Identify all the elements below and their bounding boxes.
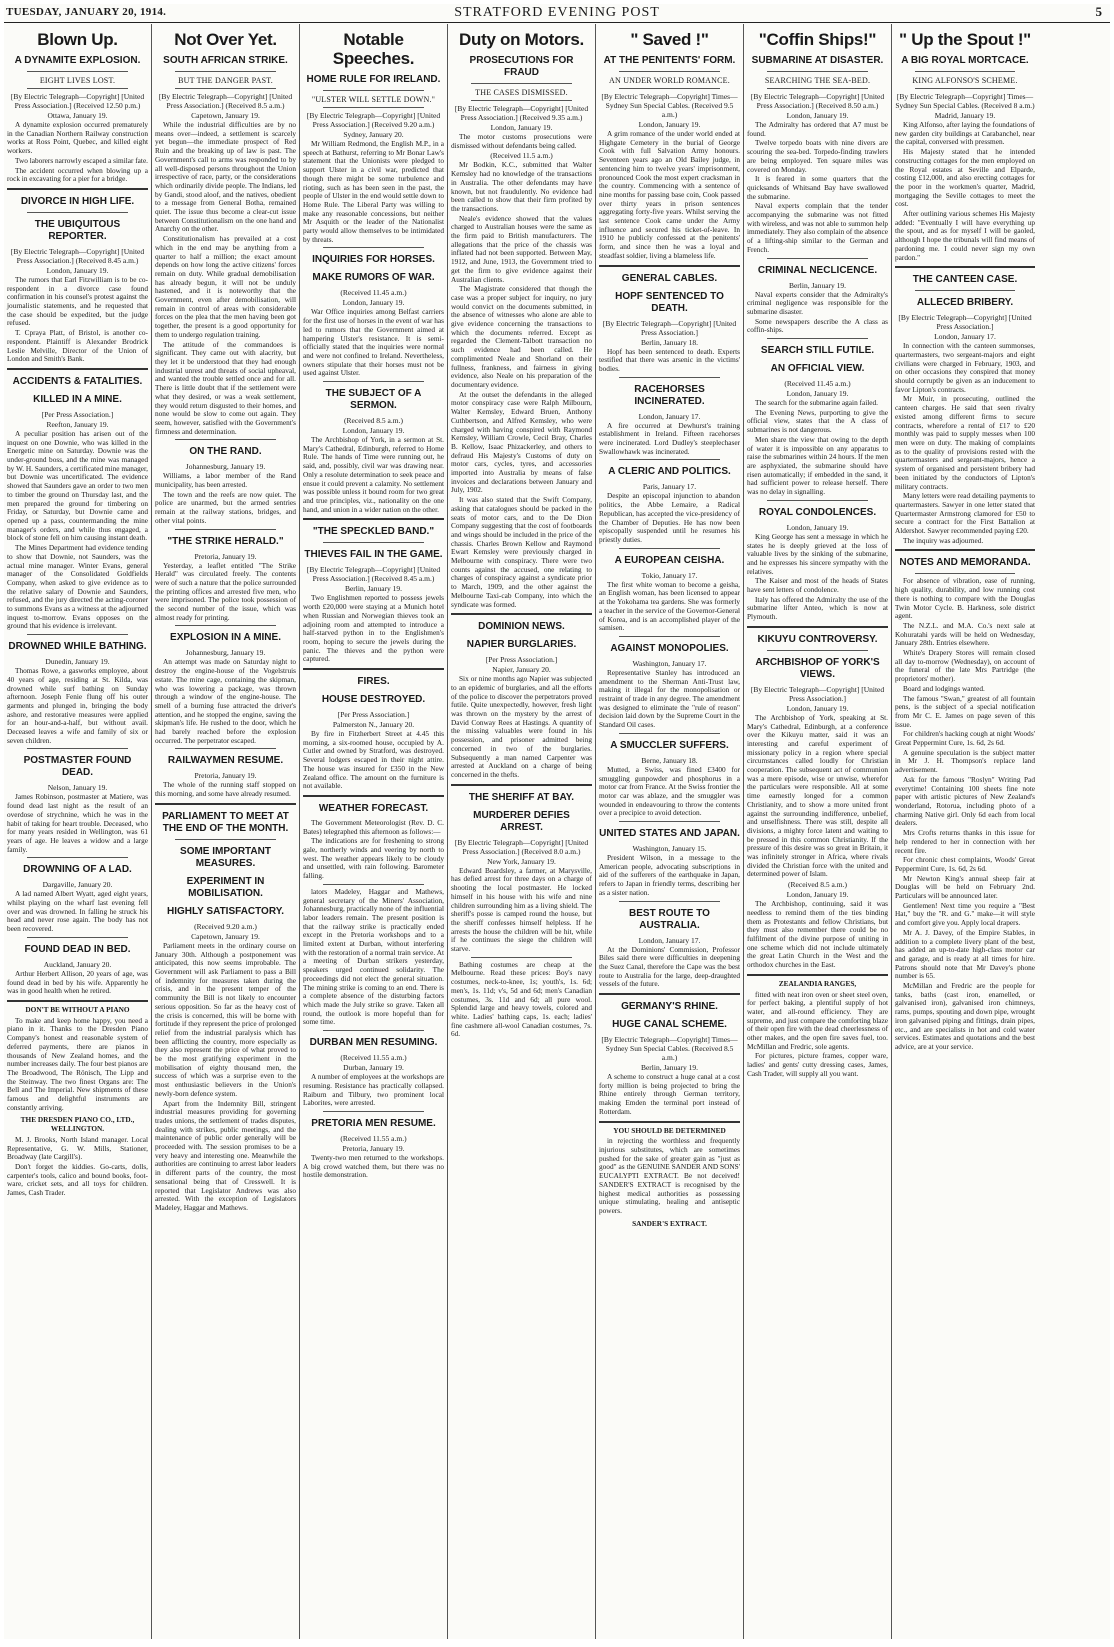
paragraph: A peculiar position has arisen out of the inquest on one Downie, who was killed in the Energetic mine on Saturday. Downie was the under-ground boss, and the mine was managed by W. H. Saunders, a certificated mine manager, but Downie was uncertificated. The evidence showed that Saunders gave an order to two men to timber the ground on Thursday last, and the men prepared the ground for timbering on Friday, or Saturday, but Downie came and opened up a pass, countermanding the mine manager's orders, and while thus engaged, a block of stone fell on him causing instant death. (7, 428, 148, 543)
paragraph: The Admiralty has ordered that A7 must be found. (747, 120, 888, 138)
headline: " Up the Spout !" (899, 30, 1031, 49)
dateline: (Received 11.45 a.m.) (784, 379, 851, 389)
paragraph: Arthur Herbert Allison, 20 years of age, was found dead in bed by his wife. Apparently he was in good health when he retired. (7, 968, 148, 996)
dateline: London, January 17. (638, 411, 701, 421)
dateline: Paris, January 17. (642, 482, 697, 492)
subheadline: ON THE RAND. (189, 446, 262, 458)
paragraph: Mr Newton King's annual sheep fair at Douglas will be held on February 2nd. Particulars will be announced later. (895, 873, 1035, 901)
subheadline: SOME IMPORTANT MEASURES. (180, 845, 271, 869)
deck: THE CASES DISMISSED. (475, 88, 568, 97)
dateline: Pretoria, January 19. (194, 551, 257, 561)
subheadline: PRETORIA MEN RESUME. (311, 1117, 436, 1129)
dateline: London, January 19. (342, 298, 405, 308)
subheadline: HOPF SENTENCED TO DEATH. (615, 290, 724, 314)
dateline: Berlin, January 18. (640, 337, 699, 347)
paragraph: A scheme to construct a huge canal at a cost forty million is being projected to bring the Rhine entirely through German territory, making Emden the terminal port instead of Rotterdam. (599, 1072, 740, 1116)
advertisement-text: fitted with neat iron oven or sheet steel oven, for perfect baking, a plentiful supply of hot water, and all-round efficiency. They are supreme, and just compare the comforting blaze of their open fire with the dead cheerlessness of other makes, and the open fire saves fuel, too. McMillan and Fredric, sole agents. (747, 989, 888, 1051)
dateline: London, January 19. (786, 389, 849, 399)
subheadline: EXPERIMENT IN MOBILISATION. (186, 875, 265, 899)
page-number: 5 (1095, 4, 1102, 19)
column-4 (448, 24, 596, 1639)
subheadline: RAILWAYMEN RESUME. (167, 755, 284, 767)
subheadline: MAKE RUMORS OF WAR. (312, 272, 435, 284)
paragraph: A number of employees at the workshops are resuming. Resistance has practically collapsed. Raiburn and Tilbury, two prominent local Laborites, were arrested. (303, 1072, 444, 1108)
dateline: Pretoria, January 19. (342, 1143, 405, 1153)
subheadline: NAPIER BURGLARIES. (466, 639, 577, 651)
section-heading: NOTES AND MEMORANDA. (899, 557, 1031, 569)
subheadline: SEARCH STILL FUTILE. (760, 345, 875, 357)
advertisement-heading: SANDER'S EXTRACT. (632, 1218, 707, 1228)
paragraph: The famous "Swan," greatest of all fountain pens, is the subject of a special notification from Mr C. E. James on page seven of this issue. (895, 693, 1035, 729)
subheadline: DROWNING OF A LAD. (23, 864, 132, 876)
subheadline: A EUROPEAN CEISHA. (614, 554, 725, 566)
dateline: London, January 19. (342, 426, 405, 436)
paragraph: The Archbishop, continuing, said it was needless to remind them of the ties binding them as Protestants and fellow Christians, but they must also remember there could be no fulfilment of the divine purpose of uniting in one scheme which did not include ultimately the great Latin Church in the West and the orthodox churches in the East. (747, 899, 888, 970)
subheadline: HOUSE DESTROYED. (321, 694, 426, 706)
paragraph: Mr Bodkin, K.C., submitted that Walter Kemsley had no knowledge of the transactions in Australia. The other defendants may have known, but not fraudulently. No evidence had been called to show that their firm profited by the transactions. (451, 160, 592, 213)
paragraph: While the industrial difficulties are by no means over—indeed, a settlement is scarcely yet begun—the immediate prospect of Red Ruin and the breaking up of law is past. The Government's call to arms was responded to by all well-disposed persons throughout the Union irrespective of race, party, or the considerations which ordinarily divide people. The Indians, led by Gandi, stood aloof, and the natives, obedient to a message from General Botha, remained quiet. The issue thus become a clear-cut issue between Constitutionalism on the one hand and Anarchy on the other. (155, 120, 296, 234)
paragraph: For chronic chest complaints, Woods' Great Peppermint Cure, 1s. 6d, 2s 6d. (895, 855, 1035, 873)
paragraph: A lad named Albert Wyatt, aged eight years, whilst playing on the wharf last evening fell over and was drowned. In falling he struck his head and never rose again. The body has not been recovered. (7, 889, 148, 934)
dateline: New York, January 19. (487, 856, 556, 866)
subheadline: PARLIAMENT TO MEET AT THE END OF THE MONTH. (162, 810, 289, 834)
subheadline: ALLECED BRIBERY. (916, 297, 1014, 309)
subheadline: AT THE PENITENTS' FORM. (603, 55, 736, 66)
dateline: Tokio, January 17. (641, 570, 698, 580)
credit-line: [By Electric Telegraph—Copyright] [United Press Association.] (Received 9.35 a.m.) (454, 104, 589, 122)
dateline: (Received 8.5 a.m.) (788, 880, 847, 890)
paragraph: Italy has offered the Admiralty the use of the submarine lifter Anteo, which is now at Plymouth. (747, 594, 888, 622)
paragraph: After outlining various schemes His Majesty added: "Eventually I will have everything up the spout, and as for myself I will be gaoled, although I hope the tribunals will find means of pardoning me. I could never sign my own pardon." (895, 209, 1035, 262)
dateline: (Received 9.20 a.m.) (194, 921, 257, 931)
paragraph: James Robinson, postmaster at Matiere, was found dead last night as the result of an overdose of strychnine, which he was in the habit of taking for heart trouble. Deceased, who for many years resided in Wellington, was 61 years of age. He leaves a widow and a large family. (7, 792, 148, 854)
dateline: Sydney, January 20. (343, 130, 404, 139)
column-7 (892, 24, 1038, 1639)
paragraph: Many letters were read detailing payments to quartermasters. Sawyer in one letter stated that Quartermaster Armstrong clamored for £50 to secure a contract for the First Battalion at Aldershot. Sawyer recommended paying £20. (895, 491, 1035, 536)
dateline: Reefton, January 19. (46, 419, 109, 429)
credit-line: [By Electric Telegraph—Copyright] [United Press Association.] (750, 684, 885, 703)
paragraph: Despite an episcopal injunction to abandon politics, the Abbe Lemaire, a Radical Republican, has accepted the vice-presidency of the Chamber of Deputies. He has now been episcopally suspended until he resumes his priestly duties. (599, 491, 740, 544)
paragraph: Thomas Rowe, a gasworks employee, about 40 years of age, residing at St. Kilda, was drowned while surf bathing on Sunday afternoon. Joseph Fenie flung off his outer garments and plunged in, bringing the body ashore, and restorative measures were applied for an hour-and-a-half, but without avail. Deceased leaves a wife and family of six or seven children. (7, 666, 148, 745)
paragraph: Mr William Redmond, the English M.P., in a speech at Bathurst, referring to Mr Bonar Law's statement that the Unionists were pledged to support Ulster in a civil war, predicted that though there might be some turbulence and rioting, such as has been seen in the past, the people of Ulster in the end would settle down to Home Rule. The Liberal Party was willing to make any reasonable concessions, but neither Mr Asquith or the leader of the Nationalist party would allow themselves to be intimidated by threats. (303, 139, 444, 244)
paragraph: Mr Muir, in prosecuting, outlined the canteen charges. He said that seen rivalry existed among different firms to secure contracts, wherefore a rental of £17 to £20 monthly was paid to supply messes when 100 men were on duty. The making of complaints as to the quality of provisions rested with the quartermasters and sergeant-majors, hence a system of organised and persistent bribery had been initiated by the conductors of Lipton's military contracts. (895, 394, 1035, 491)
advertisement-heading: ZEALANDIA RANGES, (778, 978, 857, 988)
dateline: London, January 19. (786, 890, 849, 900)
dateline: Pretoria, January 19. (194, 771, 257, 781)
headline: Notable Speeches. (332, 30, 415, 68)
subheadline: SUBMARINE AT DISASTER. (751, 55, 884, 66)
paragraph: Constitutionalism has prevailed at a cost which in the end may be anything from a quarter to half a million; the exact amount depends on how long the active citizens' forces remain on duty. While gradual demobilisation has already begun, it will not be unduly hastened, and it is noteworthy that the Government, even after demobilisation, will remain in control of areas with considerable forces on the plea that the men having been got together, the present is a good opportunity for them to undergo regulation training. (155, 234, 296, 339)
paragraph: Some newspapers describe the A class as coffin-ships. (747, 316, 888, 335)
paragraph: T. Cpraya Platt, of Bristol, is another co-respondent. Plaintiff is Alexander Brodrick Leslie Melville, Director of the Union of London and Smith's Bank. (7, 328, 148, 364)
dateline: London, January 17. (638, 935, 701, 945)
paragraph: The search for the submarine again failed. (755, 398, 878, 408)
paragraph: By fire in Fitzherbert Street at 4.45 this morning, a six-roomed house, occupied by A. Cutler and owned by Stratford, was destroyed. Several lodgers escaped in their night attire. The house was insured for £350 in the New Zealand office. The amount on the furniture is not available. (303, 729, 444, 791)
dateline: London, January 19. (786, 111, 849, 120)
dateline: Capetown, January 19. (191, 111, 260, 120)
dateline: Durban, January 19. (343, 1063, 404, 1073)
credit-line: [By Electric Telegraph—Copyright] [United Press Association.] (Received 9.20 a.m.) (306, 111, 441, 129)
paragraph: Naval experts complain that the tender accompanying the submarine was not fitted with wireless, and was not able to summon help immediately. They also complain of the absence of a lifting-ship similar to the German and French. (747, 201, 888, 254)
deck: SEARCHING THE SEA-BED. (764, 76, 871, 85)
subheadline: A BIG ROYAL MORTCACE. (901, 55, 1029, 66)
paragraph: Gentlemen! Next time you require a "Best Hat," buy the "R. and G." make—it will style and comfort give you. Apply local drapers. (895, 900, 1035, 928)
dateline: Dargaville, January 20. (42, 880, 113, 890)
paragraph: Apart from the Indemnity Bill, stringent industrial measures providing for governing trades unions, the settlement of trades disputes, dealing with strikes, public meetings, and the maintenance of public order generally will be proceeded with. The session promises to be a very heavy and interesting one. Meanwhile the authorities are continuing to arrest labor leaders in different parts of the country, the most sensational being that of Cresswell. It is reported that Legislator Andrews was also arrested. With the exception of Legislators Madeley, Haggar and Mathews. (155, 1098, 296, 1212)
subheadline: DROWNED WHILE BATHING. (8, 641, 147, 653)
paragraph: A grim romance of the under world ended at Highgate Cemetery in the burial of George Cook with full Salvation Army honours. Seventeen years ago an Old Bailey judge, in sentencing him to twelve years' imprisonment, pronounced Cook the most expert cracksman in the country. Commencing with a sentence of nine months for passing base coin, Cook passed over thirty years in prison sentences aggregating forty-five years. Whilst serving the last sentence Cook came under the Army influence and secured his ticket-of-leave. In 1910 he publicly confessed at the penitents' form, and since then he was a loyal and steadfast soldier, living a blameless life. (599, 129, 740, 260)
paragraph: The town and the reefs are now quiet. The police are unarmed, but the armed sentries remain at the railway stations, bridges, and other vital points. (155, 489, 296, 525)
dateline: (Received 11.55 a.m.) (340, 1053, 407, 1063)
subheadline: RACEHORSES INCINERATED. (634, 383, 705, 407)
paragraph: The Evening News, purporting to give the official view, states that the A class of submarines is not dangerous. (747, 407, 888, 435)
subheadline: THE SUBJECT OF A SERMON. (325, 388, 422, 412)
dateline: Berlin, January 19. (344, 584, 403, 594)
dateline: London, January 19. (786, 522, 849, 532)
subheadline: ARCHBISHOP OF YORK'S VIEWS. (755, 656, 880, 680)
credit-line: [By Electric Telegraph—Copyright] [United Press Association.] (Received 8.50 a.m.) (750, 92, 885, 110)
deck: BUT THE DANGER PAST. (178, 76, 273, 85)
column-2 (152, 24, 300, 1639)
dateline: London, January 17. (934, 332, 996, 342)
section-heading: "THE SPECKLED BAND." (312, 526, 435, 538)
section-heading: DIVORCE IN HIGH LIFE. (20, 195, 135, 207)
advertisement-text: M. J. Brooks, North Island manager. Local Representative, G. W. Mills, Stationer, Broadway (late Cargill's). (7, 1134, 148, 1162)
paragraph: The Kaiser and most of the heads of States have sent letters of condolence. (747, 576, 888, 595)
headline: " Saved !" (630, 30, 709, 49)
advertisement-heading: DON'T BE WITHOUT A PIANO (25, 1005, 130, 1014)
paragraph: King George has sent a message in which he states he is deeply grieved at the loss of valuable lives by the sinking of the submarine, and he expresses his sincere sympathy with the relatives. (747, 531, 888, 576)
credit-line: [By Electric Telegraph—Copyright] [United Press Association.] (602, 318, 737, 337)
paragraph: The accident occurred when blowing up a rock in excavating for a pier for a bridge. (7, 165, 148, 184)
credit-line: [By Electric Telegraph—Copyright] Times—Sydney Sun Special Cables. (Received 9.5 a.m.) (601, 92, 738, 119)
subheadline: UNITED STATES AND JAPAN. (599, 828, 740, 840)
credit-line: [By Electric Telegraph—Copyright] Times—Sydney Sun Special Cables. (Received 8.5 a.m.) (601, 1035, 738, 1063)
advertisement-heading: THE DRESDEN PIANO CO., LTD., WELLINGTON. (20, 1115, 135, 1134)
newspaper-title: STRATFORD EVENING POST (454, 5, 660, 20)
paragraph: At the Dominions' Commission, Professor Biles said there were difficulties in deepening the Suez Canal, therefore the Cape was the best route to Australia for the large, deep-draughted vessels of the future. (599, 944, 740, 989)
column-1 (4, 24, 152, 1639)
section-heading: FIRES. (357, 676, 390, 688)
dateline: (Received 8.5 a.m.) (344, 416, 403, 426)
paragraph: It was also stated that the Swift Company, asking that catalogues should be packed in the seats of motor cars, and to the De Dion Company suggesting that the cost of footboards and wings should be included in the price of the chassis. Charles Brown Kellow and Raymond Ewart Kemsley were previously charged in Melbourne with conspiracy. There were two counts against the accused, one relating to charges of conspiracy against a syndicate prior to March, 1909, and the other against the Melbourne Taxi-cab Company, into which the syndicate was formed. (451, 495, 592, 609)
paragraph: The Magistrate considered that though the case was a proper subject for inquiry, no jury would convict on the documents submitted, in the absence of witnesses who alone are able to give evidence concerning the transactions to which the documents referred. Except as regarded the Clement-Talbott transaction no such evidence had been called. He complimented Neale and Shorland on their fullness, frankness, and fairness in giving evidence, also Neale on his preparation of the documentary evidence. (451, 284, 592, 389)
advertisement-text: For pictures, picture frames, copper ware, ladies' and gents' cutty dressing cases, James, Cash Trader, will supply all you want. (747, 1051, 888, 1078)
subheadline: "THE STRIKE HERALD." (167, 535, 284, 547)
paragraph: Twelve torpedo boats with nine divers are scouring the sea-bed. Torpedo-finding trawlers are being employed. Ten square miles was covered on Monday. (747, 138, 888, 174)
paragraph: King Alfonso, after laying the foundations of new garden city buildings at Carabanchel, near the capital, conversed with pressmen. (895, 120, 1035, 147)
deck: "ULSTER WILL SETTLE DOWN." (311, 95, 436, 104)
paragraph: President Wilson, in a message to the American people, advocating subscriptions in aid of the sufferers of the earthquake in Japan, refers to Japan in friendly terms, describing her as a sister nation. (599, 853, 740, 897)
credit-line: [Per Press Association.] (41, 409, 114, 419)
paragraph: Williams, a labor member of the Rand municipality, has been arrested. (155, 471, 296, 490)
dateline: Palmerston N., January 20. (332, 720, 415, 730)
column-6 (744, 24, 892, 1639)
dateline: London, January 19. (638, 120, 701, 129)
dateline: (Received 11.5 a.m.) (490, 151, 553, 161)
deck: EIGHT LIVES LOST. (39, 76, 116, 85)
dateline: Washington, January 17. (632, 658, 707, 668)
paragraph: Twenty-two men returned to the workshops. A big crowd watched them, but there was no hostile demonstration. (303, 1152, 444, 1180)
dateline: Berlin, January 19. (788, 280, 847, 290)
paragraph: Neale's evidence showed that the values charged to Australian houses were the same as the firm paid to British manufacturers. The allegations that the price of the chassis was inflated had not been supported. Between May, 1912, and June, 1913, the Government tried to get the firm to give evidence against their Australian clients. (451, 213, 592, 284)
subheadline: BEST ROUTE TO AUSTRALIA. (629, 907, 710, 931)
dateline: London, January 19. (490, 123, 553, 132)
section-heading: WEATHER FORECAST. (318, 802, 429, 814)
credit-line: [By Electric Telegraph—Copyright] [United Press Association.] (Received 8.5 a.m.) (158, 92, 293, 110)
dateline: (Received 11.55 a.m.) (340, 1133, 407, 1143)
dateline: Capetown, January 19. (191, 931, 260, 941)
paragraph: A dynamite explosion occurred prematurely in the Canadian Northern Railway construction works at Ross Point, Quebec, and killed eight workers. (7, 120, 148, 156)
dateline: Madrid, January 19. (934, 111, 996, 120)
paragraph: It is feared in some quarters that the quicksands of Whitsand Bay have swallowed the submarine. (747, 174, 888, 201)
paragraph: A genuine speculation is the subject matter in Mr J. H. Thompson's replace land advertisement. (895, 747, 1035, 775)
headline: Not Over Yet. (174, 30, 277, 49)
section-heading: GENERAL CABLES. (621, 272, 718, 284)
paragraph: Ask for the famous "Roslyn" Writing Pad everytime! Containing 100 sheets fine note paper with artistic pictures of New Zealand's wonderland, Rotorua, including photo of a charming Native girl. Only 6d each from local dealers. (895, 774, 1035, 828)
paragraph: Six or nine months ago Napier was subjected to an epidemic of burglaries, and all the efforts of the police to discover the perpetrators proved futile. Quite unexpectedly, however, fresh light was thrown on the mystery by the arrest of David Conway Rees at Hastings. A quantity of the missing valuables were found in his possession, and prisoner admitted being concerned in two of the burglaries. Subsequently a man named Carpenter was arrested at Auckland on a charge of being concerned in the thefts. (451, 674, 592, 779)
credit-line: [By Electric Telegraph—Copyright] Times—Sydney Sun Special Cables. (Received 8 a.m.) (895, 92, 1035, 110)
section-heading: THE CANTEEN CASE. (912, 274, 1018, 286)
paragraph: McMillan and Fredric are the people for tanks, baths (cast iron, enamelled, or galvanised iron), galvanised iron chimneys, rams, pumps, spouting and down pipe, wrought iron galvanised piping and fittings, drain pipes, etc., and are specialists in hot and cold water services. Estimates and quotations and the best advice, are at your service. (895, 981, 1035, 1051)
paragraph: Two Englishmen reported to possess jewels worth £20,000 were staying at a Munich hotel when Russian and Norwegian thieves took an adjoining room and attempted to introduce a half-starved python in to the Englishmen's room, hoping to secure the jewels during the panic. The thieves and the python were captured. (303, 593, 444, 664)
paragraph: An attempt was made on Saturday night to destroy the engine-house of the Vogelstruis estate. The mine cage, containing the skipman, who was lowering a package, was thrown through a window of the engine-house. The smell of a burning fuse attracted the driver's attention, and he stopped the engine, saving the skipman's life. He rushed to the door, which he had barely reached before the explosion occurred. The perpetrator escaped. (155, 657, 296, 745)
advertisement-text: Don't forget the kiddies. Go-carts, dolls, carpenter's tools, calico and bound books, foot-ware, cricket sets, and all toys for children. James, Cash Trader. (7, 1161, 148, 1198)
advertisement-text: Bathing costumes are cheap at the Melbourne. Read these prices: Boy's navy costumes, neck-to-knee, 1s; youth's, 1s. 6d; men's, 1s. 11d; v's, 5d and 6d; men's Canadian costumes, 3s. 11d and 6d; all pure wool. Splendid large and heavy towels, colored and white. Ladies' bathing caps, 1s. each; ladies' fine cashmere all-wool Canadian costumes, 7s. 6d. (451, 959, 592, 1039)
subheadline: AN OFFICIAL VIEW. (770, 363, 865, 375)
subheadline: DURBAN MEN RESUMING. (309, 1037, 438, 1049)
credit-line: [Per Press Association.] (485, 655, 558, 665)
paragraph: Hopf has been sentenced to death. Experts testified that there was arsenic in the victims' bodies. (599, 346, 740, 373)
dateline: Dunedin, January 19. (45, 657, 110, 667)
paragraph: The motor customs prosecutions were dismissed without defendants being called. (451, 132, 592, 150)
advertisement-heading: YOU SHOULD BE DETERMINED (613, 1125, 726, 1135)
subheadline: THIEVES FAIL IN THE GAME. (304, 549, 443, 561)
dateline: (Received 11.45 a.m.) (340, 288, 407, 298)
headline: Blown Up. (37, 30, 118, 49)
subheadline: SOUTH AFRICAN STRIKE. (163, 55, 288, 66)
dateline: Napier, January 20. (492, 665, 551, 675)
paragraph: Board and lodgings wanted. (903, 683, 985, 693)
section-heading: ACCIDENTS & FATALITIES. (12, 375, 143, 387)
subheadline: EXPLOSION IN A MINE. (170, 632, 281, 644)
paragraph: The Archbishop of York, in a sermon at St. Mary's Cathedral, Edinburgh, referred to Home Rule. The hands of Time were running out, he said, and, possibly, civil war was drawing near. Only a resolute determination to seek peace and ensue it could prevent a calamity. No settlement was possible unless it bound room for two great and true principles, viz., nationality on the one hand, and union in a wider nation on the other. (303, 435, 444, 514)
subheadline: POSTMASTER FOUND DEAD. (23, 755, 132, 779)
credit-line: [By Electric Telegraph—Copyright] [United Press Association.] (Received 8.0 a.m.) (454, 837, 589, 856)
dateline: London, January 19. (46, 265, 109, 275)
credit-line: [By Electric Telegraph—Copyright] [United Press Association.] (Received 8.45 a.m.) (306, 565, 441, 584)
dateline: Johannesburg, January 19. (185, 648, 266, 658)
subheadline: THE UBIQUITOUS REPORTER. (34, 218, 121, 242)
subheadline: A DYNAMITE EXPLOSION. (14, 55, 141, 66)
section-heading: THE SHERIFF AT BAY. (468, 791, 575, 803)
paragraph: For children's hacking cough at night Woods' Great Peppermint Cure, 1s. 6d, 2s 6d. (895, 729, 1035, 748)
paragraph: At the outset the defendants in the alleged motor conspiracy case were Ralph Milbourn, Walter Kemsley, Edward Bruen, Anthony Cuthbertson, and Alfred Kemsley, who were charged with having conspired with Raymond Kemsley, William Crowle, Cecil Bray, Charles B. Kellow, Isaac Phizackerley, and others to defraud His Majesty's Customs of duty on motor cars, cycles, tyres, and accessories imported into Australia by means of false invoices and declarations between January and July, 1902. (451, 389, 592, 495)
paragraph: For absence of vibration, ease of running, high quality, durability, and low running cost there is nothing to compare with the Douglas Twin Motor Cycle. B. Harkness, sole district agent. (895, 576, 1035, 621)
paragraph: Two laborers narrowly escaped a similar fate. (15, 155, 149, 165)
issue-date: TUESDAY, JANUARY 20, 1914. (6, 6, 167, 18)
paragraph: Mrs Crofts returns thanks in this issue for help rendered to her in connection with her recent fire. (895, 828, 1035, 855)
paragraph: The Archbishop of York, speaking at St. Mary's Cathedral, Edinburgh, at a conference over the Kikuyu matter, said it was an interesting and careful experiment of missionary policy in a region where special circumstances called loudly for Christian cooperation. The subsequent act of communion was a mere episode, wise or unwise, wherefor the particulars were responsible. All at some time earnestly longed for a common Christianity, and to show a more united front against the surrounding indifference, unbelief, and unselfishness. There was still, despite all divisions, a mighty force latent and waiting to be pressed in this common Christianity. If the pressure of this desire was so great in Britain, it was infinitely stronger in Africa, where rivals divided the Christian force with the united and determined power of Islam. (747, 712, 888, 879)
paragraph: The indications are for freshening to strong gale, northerly winds and veering by north to west. The weather appears likely to be cloudy and unsettled, with rain following. Barometer falling. (303, 836, 444, 881)
headline: Duty on Motors. (459, 30, 584, 49)
paragraph: Mr A. J. Davey, of the Empire Stables, in addition to a complete livery plant of the best, has added an up-to-date high-class motor car and garage, and is ready at all times for hire. Patrons should note that Mr Davey's phone number is 65. (895, 927, 1035, 981)
subheadline: PROSECUTIONS FOR FRAUD (469, 55, 574, 78)
masthead (4, 4, 1110, 23)
dateline: Nelson, January 19. (47, 783, 108, 793)
paragraph: Mutted, a Swiss, was fined £3400 for smuggling gunpowder and phosphorus in a motor car from France. At the Swiss frontier the motor car was ablaze, and the smuggler was wounded in endeavouring to throw the contents over a precipice to avoid detection. (599, 764, 740, 818)
dateline: London, January 19. (786, 703, 849, 713)
subheadline: AGAINST MONOPOLIES. (610, 642, 729, 654)
deck: AN UNDER WORLD ROMANCE. (609, 76, 730, 85)
paragraph: Naval experts consider that the Admiralty's criminal negligence was responsible for the submarine disaster. (747, 289, 888, 316)
paragraph: The rumors that Earl Fitzwilliam is to be co-respondent in a divorce case found confirmation in his counsel's protest against the journalistic statements, and he requested that the case should be expedited, but the judge refused. (7, 274, 148, 328)
paragraph: A fire occurred at Dewhurst's training establishment in Ireland. Fifteen racehorses were incinerated. Lord Dudley's steeplechaser Swallowhawk was incinerated. (599, 420, 740, 456)
subheadline: KILLED IN A MINE. (33, 393, 122, 405)
column-3 (300, 24, 448, 1639)
headline: "Coffin Ships!" (758, 30, 877, 49)
paragraph: Men share the view that owing to the depth of water it is impossible on any apparatus to raise the submarines within 24 hours. If the men are asphyxiated, the submarine should have risen automatically; if embedded in the sand, it had sufficient power to release herself. There was no delay in signalling. (747, 434, 888, 497)
credit-line: [Per Press Association.] (337, 710, 410, 720)
dateline: Ottawa, January 19. (47, 111, 108, 120)
newspaper-page (4, 4, 1110, 1639)
section-heading: KIKUYU CONTROVERSY. (757, 633, 878, 645)
credit-line: [By Electric Telegraph—Copyright] [United Press Association.] (Received 12.50 p.m.) (10, 92, 145, 110)
subheadline: FOUND DEAD IN BED. (24, 943, 131, 955)
paragraph: lators Madeley, Haggar and Mathews, general secretary of the Miners' Association, Johannesburg, practically none of the influential labor leaders remain. The present position is that the railway strike is practically ended except in the Pretoria workshops and to a limited extent at Durban, without interfering with the restoration of a normal train service. At a meeting of Durban strikers yesterday, speakers urged continued solidarity. The proceedings did not elect the general situation. The mining strike is coming to an end. There is a complete absence of the disturbing factors which made the July strike so grave. Taken all round, the outlook is more hopeful than for some time. (303, 886, 444, 1027)
subheadline: HIGHLY SATISFACTORY. (166, 905, 285, 917)
credit-line: [By Electric Telegraph—Copyright] [United Press Association.] (Received 8.45 a.m.) (10, 246, 145, 265)
subheadline: A CLERIC AND POLITICS. (608, 466, 731, 478)
section-heading: DOMINION NEWS. (478, 621, 565, 633)
dateline: Auckland, January 20. (43, 959, 112, 969)
paragraph: The first white woman to become a geisha, an English woman, has been licensed to appear at the Yokohama tea gardens. She was formerly a teacher in the service of the Governor-General of Korea, and is an accomplished player of the samisen. (599, 579, 740, 633)
paragraph: The whole of the running staff stopped on this morning, and some have already resumed. (155, 780, 296, 799)
column-5 (596, 24, 744, 1639)
dateline: Washington, January 15. (632, 844, 707, 854)
subheadline: MURDERER DEFIES ARREST. (473, 809, 570, 833)
paragraph: The Mines Department had evidence tending to show that Downie, not Saunders, was the actual mine manager. Winter Evans, general manager of the Consolidated Goldfields Company, when asked to give evidence as to the relative salary of Downie and Saunders, refused, and the jury directed the acting-coroner to summons Evans as a witness at the adjourned inquest to-morrow. Evans opposes on the ground that his evidence is irrelevant. (7, 543, 148, 631)
subheadline: ROYAL CONDOLENCES. (758, 506, 877, 518)
subheadline: INQUIRIES FOR HORSES. (312, 254, 435, 266)
paragraph: The attitude of the commandoes is significant. They came out with alacrity, but they let it be understood that they had enough industrial unrest and threats of social upheaval, and wanted the trouble settled once and for all. There is little doubt that if the settlement were what they desired, or was a weak settlement, they would return disgusted to their homes, and none would be slow to come out again. They seem, however, satisfied with the Government's firmness and determination. (155, 339, 296, 436)
paragraph: Yesterday, a leaflet entitled "The Strike Herald" was circulated freely. The contents were of such a nature that the police surrounded the printing offices and arrested five men, who were imprisoned. The police took possession of the second number of the issue, which was almost ready for printing. (155, 560, 296, 622)
dateline: Johannesburg, January 19. (185, 462, 266, 472)
paragraph: Representative Stanley has introduced an amendment to the Sherman Anti-Trust law, making it illegal for the monopolisation or restraint of trade in any degree. The amendment was designed to eliminate the "rule of reason" decision laid down by the Supreme Court in the Standard Oil cases. (599, 667, 740, 730)
paragraph: White's Drapery Stores will remain closed all day to-morrow (Wednesday), on account of the funeral of the late Mrs Partridge (the proprietors' mother). (895, 648, 1035, 684)
paragraph: The Government Meteorologist (Rev. D. C. Bates) telegraphed this afternoon as follows:— (303, 817, 444, 836)
dateline: Berne, January 18. (641, 755, 698, 765)
subheadline: HUGE CANAL SCHEME. (612, 1019, 727, 1031)
subheadline: A SMUCCLER SUFFERS. (610, 739, 729, 751)
credit-line: [By Electric Telegraph—Copyright] [United Press Association.] (898, 313, 1032, 332)
dateline: Berlin, January 19. (640, 1063, 699, 1073)
paragraph: Edward Boardsley, a farmer, at Marysville, has defied arrest for three days on a charge of shooting the local postmaster. He locked himself in his house with his wife and nine children surrounding him as a living shield. The sheriff's posse is camped round the house, but the sheriff confesses himself helpless. If he arrests the house the children will be hit, while if he continues the siege the children will starve. (451, 865, 592, 954)
subheadline: CRIMINAL NECLICENCE. (757, 264, 878, 276)
paragraph: Parliament meets in the ordinary course on January 30th. Although a postponement was anticipated, this now seems improbable. The Government will ask Parliament to pass a Bill of indemnity for measures taken during the crisis, and in the present temper of the community the Bill is not likely to encounter serious opposition. So far as the heavy cost of the crisis is concerned, this will be borne with fortitude if they represent the price of prolonged relief from the industrial paralysis which has been afflicting the country, more especially as they also represent the price of what proved to be the most gratifying experiment in the mobilisation of eighty thousand men, the success of which was a surprise even to the most enthusiastic believers in the Union's newly-born defence system. (155, 940, 296, 1098)
section-heading: GERMANY'S RHINE. (621, 1001, 718, 1013)
paragraph: His Majesty stated that he intended constructing cottages for the men employed on the Royal estates at Seville and Elparde, costing £12,000, and also erecting cottages for the poor in the workmen's quarter, Madrid, mortgaging the Seville cottages to meet the cost. (895, 147, 1035, 209)
deck: KING ALFONSO'S SCHEME. (912, 76, 1018, 85)
subheadline: HOME RULE FOR IRELAND. (306, 74, 441, 85)
paragraph: War Office inquiries among Belfast carriers for the first use of horses in the event of war has led to rumors that the Government aimed at hampering Ulster's resistance. It is semi-officially stated that the inquiries were normal and were not confined to Ireland. Nevertheless, owners stipulate that their horses must not be used against Ulster. (303, 307, 444, 378)
paragraph: In connection with the canteen summonses, quartermasters, two sergeant-majors and eight civilians were charged in February, 1903, and on other occasions they conspired that money should corruptly be given as an inducement to favor Lipton's contracts. (895, 341, 1035, 394)
advertisement-text: To make and keep home happy, you need a piano in it. Thanks to the Dresden Piano Company's honest and reasonable system of deferred payments, there are pianos in thousands of New Zealand homes, and the number increases daily. The four best pianos are The Broadwood, The Rönisch, The Lipp and the Steinway. The two finest Organs are: The Bell and The Imperial. New shipments of these famous and delightful instruments are constantly arriving. (7, 1015, 148, 1112)
paragraph: The N.Z.L. and M.A. Co.'s next sale at Kohuratahi yards will be held on Wednesday, January 28th. Entries elsewhere. (895, 620, 1035, 648)
paragraph: The inquiry was adjourned. (903, 535, 984, 545)
advertisement-text: in rejecting the worthless and frequently injurious substitutes, which are sometimes pushed for the sake of greater gain as "just as good" as the GENUINE SANDER AND SONS' EUCALYPTI EXTRACT. Be not deceived! SANDER'S EXTRACT is recognised by the highest medical authorities as possessing unique stimulating, healing and antiseptic powers. (599, 1136, 740, 1215)
